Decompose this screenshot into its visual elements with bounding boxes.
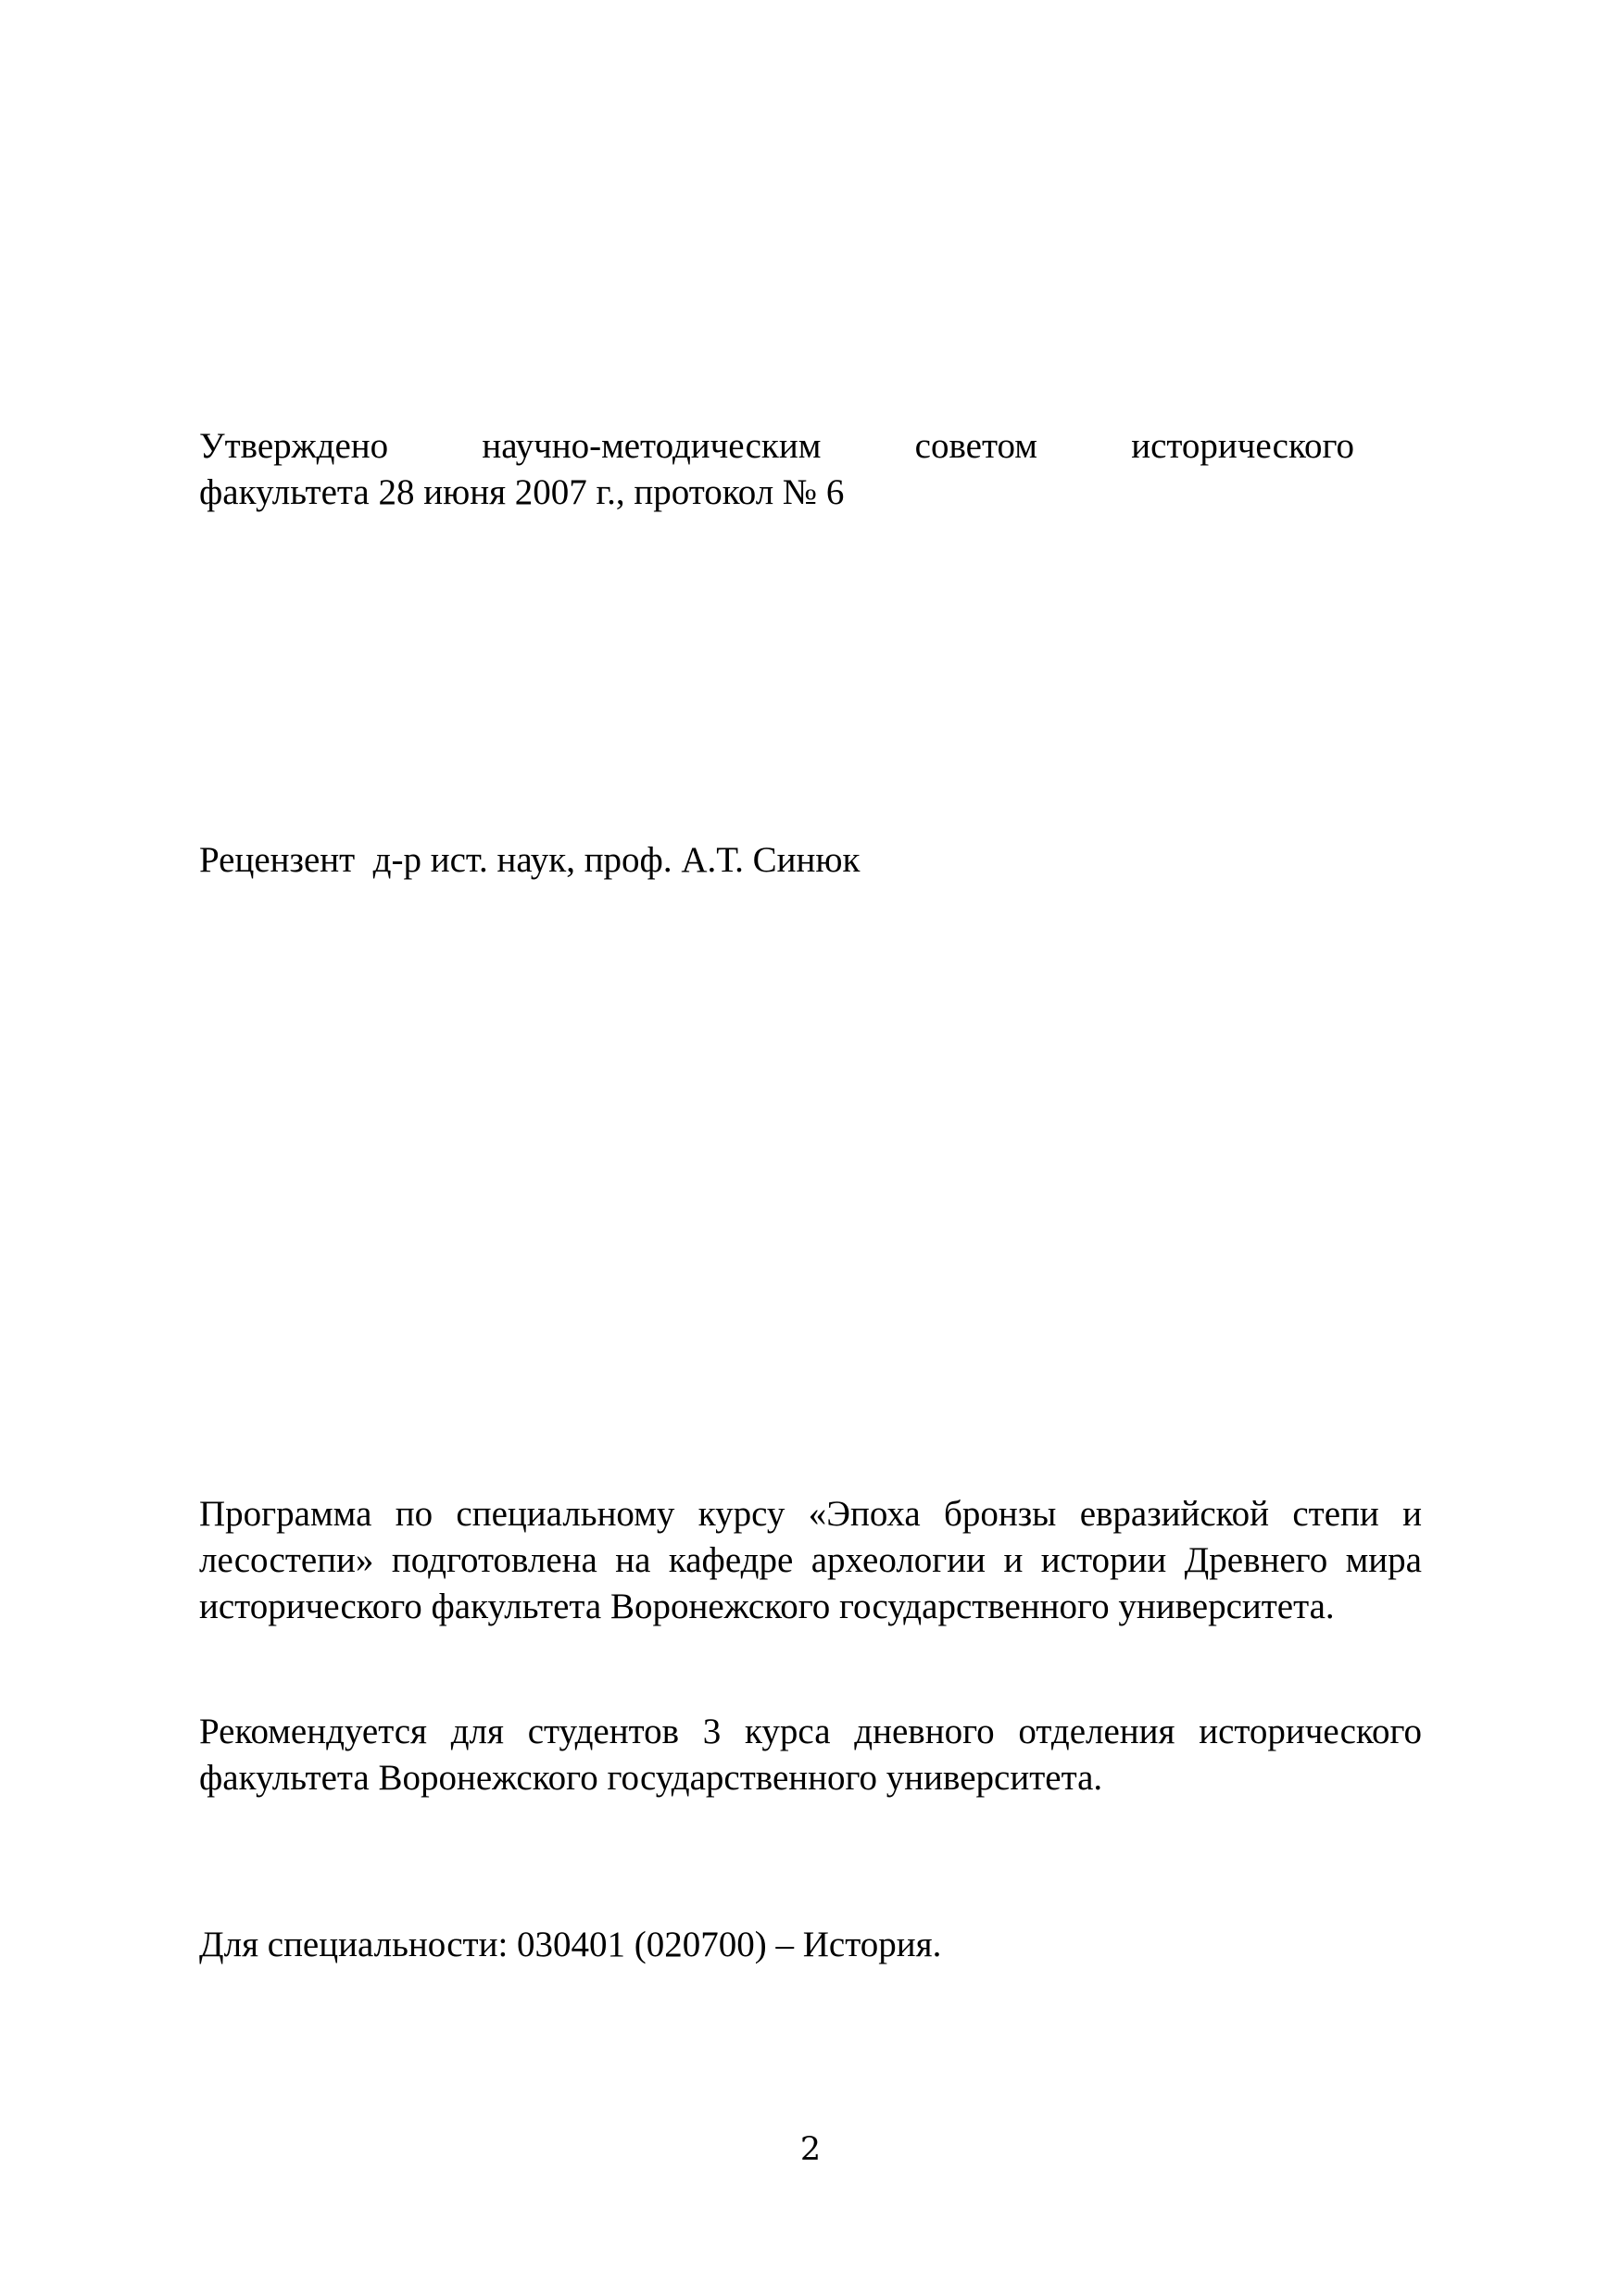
recommendation-note	[199, 1709, 1422, 1801]
program-text: Программа по специальному курсу «Эпоха бронзы евразийской степи и лесостепи» подготовлена на кафедре археологии и истории Древнего мира исторического факультета Воронежского государственного университета.	[199, 1494, 1422, 1626]
reviewer-text: Рецензент д-р ист. наук, проф. А.Т. Синюк	[199, 840, 861, 880]
specialty-note	[199, 1922, 1422, 1968]
approval-line-2: факультета 28 июня 2007 г., протокол № 6	[199, 472, 845, 512]
recommendation-text: Рекомендуется для студентов 3 курса дневного отделения исторического факультета Воронежского государственного университета.	[199, 1712, 1422, 1798]
program-description	[199, 1491, 1422, 1630]
approval-note	[199, 423, 1354, 516]
page-number: 2	[799, 2131, 822, 2168]
specialty-text: Для специальности: 030401 (020700) – История.	[199, 1925, 942, 1964]
approval-line-1: Утверждено научно-методическим советом исторического	[199, 426, 1354, 466]
reviewer-note	[199, 837, 1422, 884]
